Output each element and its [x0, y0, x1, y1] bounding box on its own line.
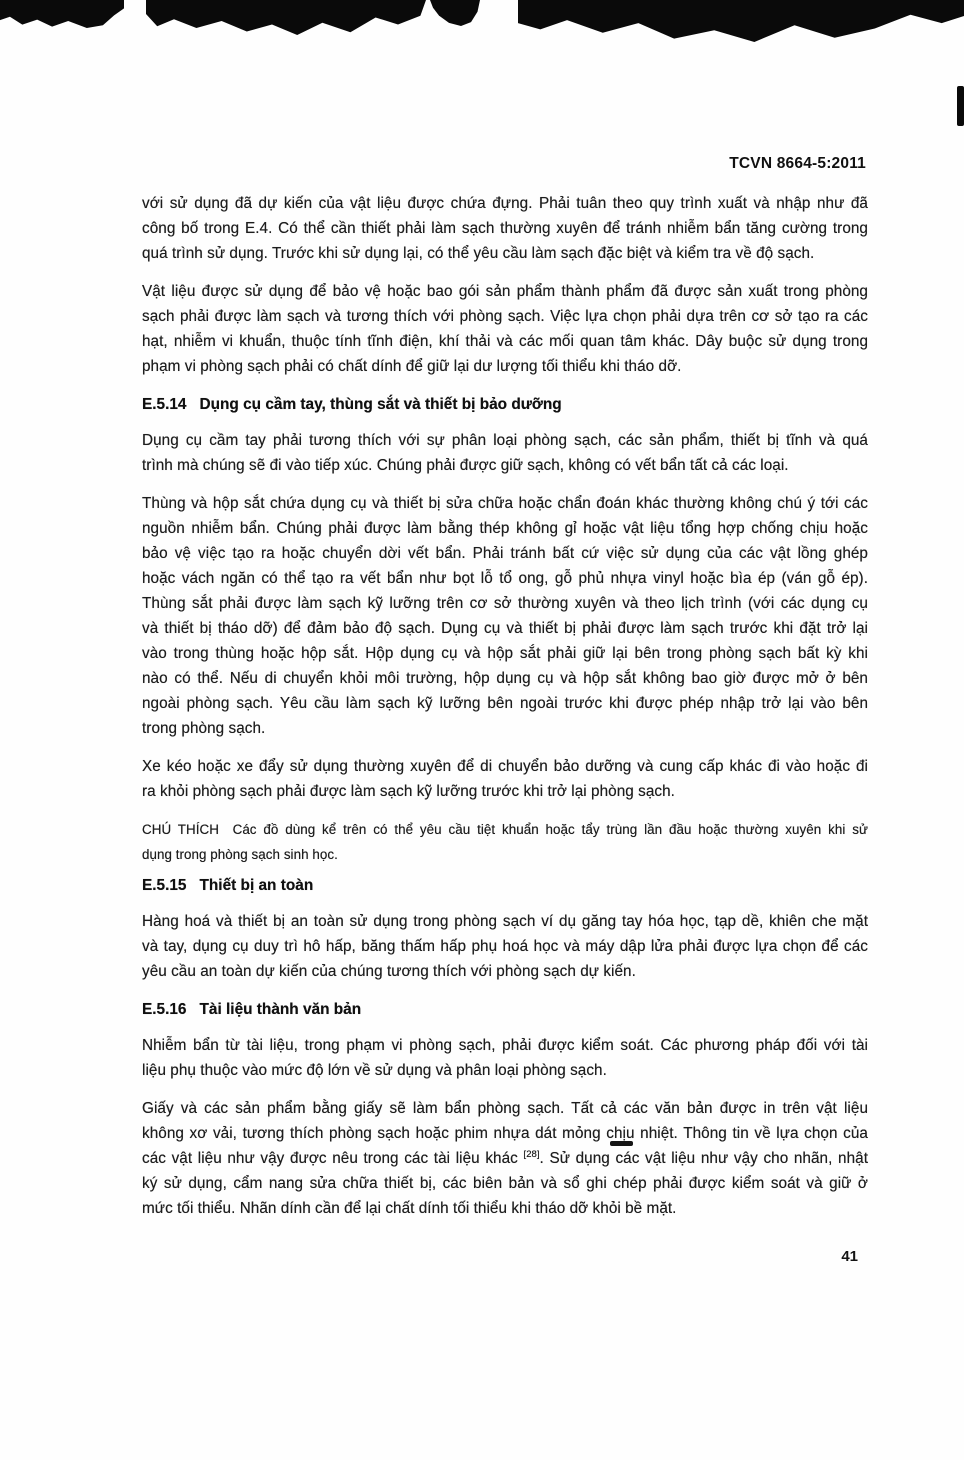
section-number: E.5.16 [142, 1001, 187, 1018]
paragraph [142, 428, 868, 478]
paragraph [142, 279, 868, 379]
text-line: trong phòng sạch. [142, 720, 266, 737]
text-line: CHÚ THÍCH Các đồ dùng kể trên có thể yêu cầu tiệt khuẩn hoặc tẩy trùng lần đầu hoặc thường xuyên khi sử [142, 822, 868, 837]
text-line: yêu cầu an toàn dự kiến của chúng tương thích với phòng sạch dự kiến. [142, 963, 636, 980]
paragraph [142, 491, 868, 741]
text-line: trình mà chúng sẽ đi vào tiếp xúc. Chúng phải được giữ sạch, không có vết bẩn tất cả các loại. [142, 457, 789, 474]
text-line: công bố trong E.4. Có thể cần thiết phải làm sạch thường xuyên để tránh nhiễm bẩn tăng cường trong [142, 220, 868, 237]
text-line: không xơ vải, tương thích phòng sạch hoặc phim nhựa dát mỏng chịu nhiệt. Thông tin về lựa chọn của [142, 1125, 868, 1142]
text-line: bảo vệ việc tạo ra hoặc chuyển dời vết bẩn. Phải tránh bất cứ việc sử dụng của các vật lồng ghép [142, 545, 868, 562]
text-line: Thùng và hộp sắt chứa dụng cụ và thiết bị sửa chữa hoặc chẩn đoán khác thường không chú ý tới các [142, 495, 868, 512]
text-line: vào trong thùng hoặc hộp sắt. Hộp dụng cụ và hộp sắt phải giữ lại bên trong phòng sạch bất kỳ khi [142, 645, 868, 662]
section-number: E.5.15 [142, 877, 187, 894]
text-line: ký sử dụng, cẩm nang sửa chữa thiết bị, các biên bản và sổ ghi chép phải được kiểm soát và giữ ở [142, 1175, 868, 1192]
paragraph [142, 1033, 868, 1083]
paragraph [142, 191, 868, 266]
text-line: quá trình sử dụng. Trước khi sử dụng lại, có thể yêu cầu làm sạch đặc biệt và kiểm tra về độ sạch. [142, 245, 815, 262]
section-heading [142, 392, 868, 417]
text-line: Giấy và các sản phẩm bằng giấy sẽ làm bẩn phòng sạch. Tất cả các văn bản được in trên vật liệu [142, 1100, 868, 1117]
section-heading [142, 873, 868, 898]
section-heading [142, 997, 868, 1022]
page-number: 41 [841, 1248, 858, 1265]
text-line: sạch phải được làm sạch và tương thích với phòng sạch. Việc lựa chọn phải dựa trên cơ sở tạo ra các [142, 308, 868, 325]
text-line: ra khỏi phòng sạch phải được làm sạch kỹ lưỡng trước khi trở lại phòng sạch. [142, 783, 675, 800]
text-line: dụng trong phòng sạch sinh học. [142, 847, 338, 862]
text-line: Vật liệu được sử dụng để bảo vệ hoặc bao gói sản phẩm thành phẩm đã được sản xuất trong phòng [142, 283, 868, 300]
section-title: Thiết bị an toàn [199, 877, 314, 894]
text-line: các vật liệu như vậy được nêu trong các tài liệu khác [28]. Sử dụng các vật liệu như vậy cho nhãn, nhật [142, 1148, 868, 1167]
section-title: Dụng cụ cầm tay, thùng sắt và thiết bị bảo dưỡng [199, 396, 562, 413]
scan-artifact-top-mid [146, 0, 426, 35]
text-line: và thiết bị tháo dỡ) để đảm bảo độ sạch. Dụng cụ và thiết bị phải được làm sạch trước khi đặt trở lại [142, 620, 868, 637]
scan-artifact-right-edge [957, 86, 964, 126]
text-line: nào có thể. Nếu di chuyển khỏi môi trường, hộp dụng cụ và hộp sắt không bao giờ được mở ở bên [142, 670, 868, 687]
text-line: và tay, dụng cụ duy trì hô hấp, băng thấm hấp phụ hoá học và máy dập lửa phải được lựa chọn để các [142, 938, 868, 955]
standard-number-header: TCVN 8664-5:2011 [729, 155, 866, 172]
note-paragraph [142, 817, 868, 867]
document-content [142, 191, 868, 1234]
paragraph [142, 754, 868, 804]
scan-artifact-top-blob [430, 0, 480, 26]
paragraph [142, 1096, 868, 1221]
paragraph [142, 909, 868, 984]
scan-artifact-top-left [0, 0, 124, 28]
text-line: với sử dụng đã dự kiến của vật liệu được chứa đựng. Phải tuân theo quy trình xuất và nhập như đã [142, 195, 868, 212]
section-title: Tài liệu thành văn bản [199, 1001, 362, 1018]
text-line: Dụng cụ cầm tay phải tương thích với sự phân loại phòng sạch, các sản phẩm, thiết bị tĩnh và quá [142, 432, 868, 449]
text-line: Nhiễm bẩn từ tài liệu, trong phạm vi phòng sạch, phải được kiểm soát. Các phương pháp đối với tài [142, 1037, 868, 1054]
text-line: Thùng sắt phải được làm sạch kỹ lưỡng trên cơ sở thường xuyên và theo lịch trình (với các dụng cụ [142, 595, 868, 612]
scan-artifact-top-right [518, 0, 964, 42]
reference-superscript: [28] [523, 1148, 540, 1160]
text-line: mức tối thiểu. Nhãn dính cần để lại chất dính tối thiểu khi tháo dỡ khỏi bề mặt. [142, 1200, 677, 1217]
text-line: nguồn nhiễm bẩn. Chúng phải được làm bằng thép không gỉ hoặc vật liệu tổng hợp chống chịu hoặc [142, 520, 868, 537]
text-line: hoặc vách ngăn có thể tạo ra vết bẩn như bọt lỗ tổ ong, gỗ phủ nhựa vinyl hoặc bìa ép (ván gỗ ép). [142, 570, 868, 587]
text-line: hạt, nhiễm vi khuẩn, thuộc tính tĩnh điện, khí thải và các mối quan tâm khác. Dây buộc sử dụng trong [142, 333, 868, 350]
text-line: Xe kéo hoặc xe đẩy sử dụng thường xuyên để di chuyển bảo dưỡng và cung cấp khác đi vào hoặc đi [142, 758, 868, 775]
section-number: E.5.14 [142, 396, 187, 413]
text-line: Hàng hoá và thiết bị an toàn sử dụng trong phòng sạch ví dụ găng tay hóa học, tạp dề, khiên che mặt [142, 913, 868, 930]
text-line: ngoài phòng sạch. Yêu cầu làm sạch kỹ lưỡng bên ngoài trước khi được phép nhập trở lại vào bên [142, 695, 868, 712]
text-line: liệu phụ thuộc vào mức độ lớn về sử dụng và phân loại phòng sạch. [142, 1062, 607, 1079]
text-line: phạm vi phòng sạch phải có chất dính để giữ lại dư lượng tối thiểu khi tháo dỡ. [142, 358, 682, 375]
